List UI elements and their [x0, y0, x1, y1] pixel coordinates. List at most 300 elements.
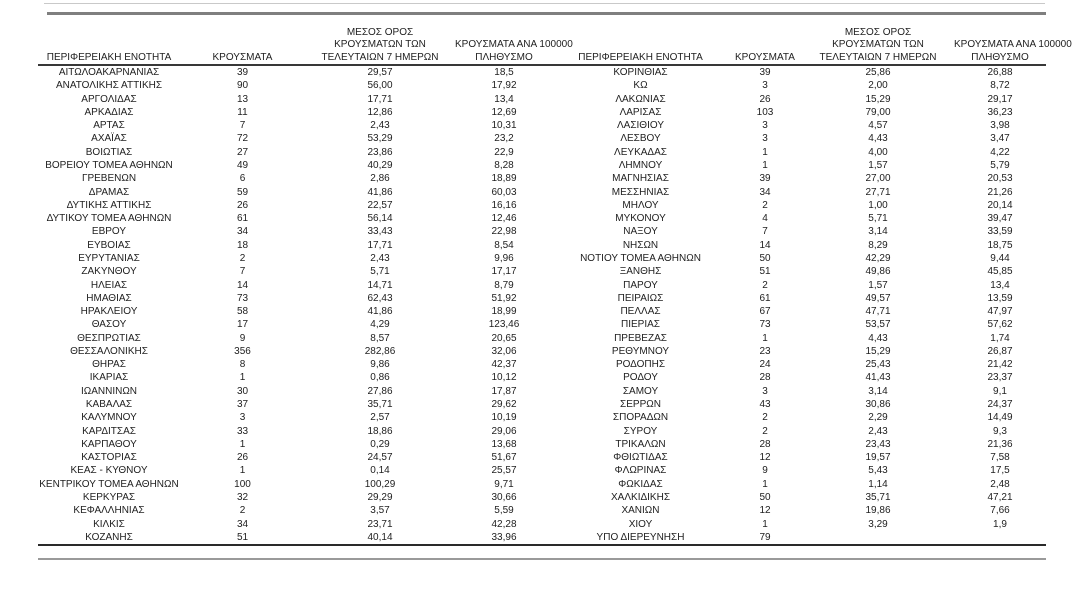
header-avg7-line: ΜΕΣΟΣ ΟΡΟΣ [844, 26, 912, 38]
cell-left-cases: 18 [236, 239, 249, 251]
cell-left-cases: 1 [239, 438, 246, 450]
cell-left-avg7: 3,57 [370, 505, 390, 517]
cell-right-avg7: 47,71 [865, 306, 891, 318]
cell-left-region: ΚΕΡΚΥΡΑΣ [82, 492, 136, 503]
cell-right-region: ΜΕΣΣΗΝΙΑΣ [611, 186, 670, 198]
cell-right-avg7: 27,00 [865, 173, 891, 185]
cell-right-avg7: 2,43 [868, 425, 888, 437]
cell-right-region: ΚΟΡΙΝΘΙΑΣ [613, 67, 668, 78]
cell-right-region: ΜΗΛΟΥ [622, 199, 659, 211]
cell-left-avg7: 0,86 [370, 372, 390, 384]
cell-right-per100k: 39,47 [987, 213, 1013, 225]
cell-right-avg7: 3,14 [868, 385, 888, 397]
cell-left-per100k: 17,92 [491, 80, 517, 92]
cell-left-per100k: 10,12 [491, 372, 517, 384]
cell-left-avg7: 5,71 [370, 266, 390, 278]
cell-right-region: ΤΡΙΚΑΛΩΝ [615, 438, 666, 450]
cell-left-cases: 3 [239, 412, 246, 424]
header-avg7-line: ΜΕΣΟΣ ΟΡΟΣ [346, 26, 414, 38]
cell-left-cases: 49 [236, 159, 249, 171]
cell-right-region: ΠΑΡΟΥ [623, 279, 658, 291]
cell-left-region: ΙΩΑΝΝΙΝΩΝ [80, 385, 138, 397]
cell-right-cases: 24 [759, 359, 771, 371]
cell-left-per100k: 30,66 [491, 492, 517, 503]
cell-right-per100k: 13,59 [987, 292, 1013, 304]
cell-left-per100k: 42,28 [491, 518, 517, 530]
table-row [38, 252, 1046, 265]
cell-left-region: ΕΥΒΟΙΑΣ [87, 239, 131, 251]
cell-right-avg7: 30,86 [865, 399, 891, 411]
cell-right-per100k: 45,85 [987, 266, 1013, 278]
cell-right-region: ΜΥΚΟΝΟΥ [615, 213, 666, 225]
cell-right-cases: 1 [762, 332, 768, 344]
cell-left-cases: 90 [236, 80, 249, 92]
header-region-right: ΠΕΡΙΦΕΡΕΙΑΚΗ ΕΝΟΤΗΤΑ [553, 15, 728, 65]
table-row [38, 411, 1046, 424]
cell-right-per100k: 21,26 [987, 186, 1013, 198]
cell-left-avg7: 0,14 [370, 465, 390, 477]
header-avg7-line: ΤΕΛΕΥΤΑΙΩΝ 7 ΗΜΕΡΩΝ [819, 51, 937, 63]
cell-left-region: ΕΒΡΟΥ [91, 226, 127, 238]
cell-left-per100k: 8,54 [494, 239, 514, 251]
cell-left-region: ΚΕΑΣ - ΚΥΘΝΟΥ [70, 465, 148, 477]
cell-right-per100k: 20,53 [987, 173, 1013, 185]
cell-right-per100k: 4,22 [990, 146, 1010, 158]
cell-right-per100k: 2,48 [990, 478, 1010, 490]
cell-right-avg7: 49,86 [865, 266, 891, 278]
cell-left-region: ΑΧΑΪΑΣ [91, 133, 127, 145]
header-avg7-line: ΤΕΛΕΥΤΑΙΩΝ 7 ΗΜΕΡΩΝ [321, 51, 439, 63]
cell-left-avg7: 4,29 [370, 319, 390, 331]
cell-left-avg7: 27,86 [367, 385, 393, 397]
cell-left-cases: 356 [234, 345, 251, 357]
cell-right-per100k: 26,88 [987, 67, 1013, 78]
table-row [38, 464, 1046, 477]
table-row [38, 292, 1046, 305]
table-row [38, 385, 1046, 398]
cell-right-cases: 1 [762, 518, 768, 530]
cell-right-region: ΛΗΜΝΟΥ [618, 159, 663, 171]
cell-right-region: ΦΩΚΙΔΑΣ [618, 478, 663, 490]
table-row [38, 531, 1046, 545]
cell-right-region: ΛΕΣΒΟΥ [620, 133, 661, 145]
cell-left-avg7: 282,86 [364, 345, 396, 357]
cell-right-per100k: 36,23 [987, 106, 1013, 118]
cell-left-cases: 11 [237, 106, 248, 118]
cell-left-cases: 34 [236, 518, 249, 530]
header-cases-right: ΚΡΟΥΣΜΑΤΑ [728, 15, 802, 65]
cell-right-avg7 [802, 531, 954, 545]
header-per100k-line: ΚΡΟΥΣΜΑΤΑ ΑΝΑ 100000 [954, 39, 1072, 51]
cell-left-cases: 8 [239, 359, 246, 371]
table-body [38, 65, 1046, 545]
table-row [38, 398, 1046, 411]
cell-right-avg7: 1,14 [868, 478, 888, 490]
cell-left-region: ΒΟΡΕΙΟΥ ΤΟΜΕΑ ΑΘΗΝΩΝ [45, 159, 173, 171]
cell-right-avg7: 4,00 [868, 146, 888, 158]
cell-right-cases: 2 [762, 199, 768, 211]
cell-left-avg7: 24,57 [367, 452, 393, 464]
table-row [38, 265, 1046, 278]
table-row [38, 159, 1046, 172]
cell-left-region: ΚΑΡΠΑΘΟΥ [81, 438, 137, 450]
cell-left-avg7: 2,57 [370, 412, 390, 424]
cell-right-region: ΛΑΣΙΘΙΟΥ [617, 120, 664, 132]
header-row [38, 15, 1046, 65]
cell-left-region: ΔΥΤΙΚΗΣ ΑΤΤΙΚΗΣ [66, 199, 152, 211]
cell-right-cases: 79 [759, 531, 771, 543]
cell-right-region: ΠΙΕΡΙΑΣ [621, 319, 660, 331]
cell-left-region: ΔΡΑΜΑΣ [88, 186, 130, 198]
cell-right-avg7: 27,71 [865, 186, 891, 198]
header-cases-left: ΚΡΟΥΣΜΑΤΑ [180, 15, 305, 65]
cell-right-region: ΣΑΜΟΥ [622, 385, 659, 397]
cases-by-region-table [38, 15, 1072, 546]
cell-left-per100k: 18,89 [491, 173, 517, 185]
cell-left-per100k: 51,92 [491, 292, 517, 304]
table-row [38, 225, 1046, 238]
header-avg7-line: ΚΡΟΥΣΜΑΤΩΝ ΤΩΝ [832, 39, 924, 51]
cell-right-region: ΥΠΟ ΔΙΕΡΕΥΝΗΣΗ [596, 531, 685, 543]
cell-right-avg7: 4,43 [868, 332, 888, 344]
cell-left-per100k: 17,87 [491, 385, 517, 397]
cell-right-cases: 14 [759, 239, 771, 251]
cell-left-per100k: 22,9 [494, 146, 514, 158]
cell-right-region: ΦΛΩΡΙΝΑΣ [614, 465, 667, 477]
table-row [38, 146, 1046, 159]
cell-right-per100k: 1,9 [993, 518, 1007, 530]
cell-left-per100k: 16,16 [491, 199, 517, 211]
cell-right-region: ΜΑΓΝΗΣΙΑΣ [612, 173, 669, 185]
cell-right-cases: 67 [759, 306, 771, 318]
cell-right-region: ΧΑΛΚΙΔΙΚΗΣ [611, 492, 670, 503]
cell-right-avg7: 4,43 [868, 133, 888, 145]
cell-left-cases: 37 [236, 399, 249, 411]
cell-right-per100k: 3,47 [990, 133, 1010, 145]
table-row [38, 186, 1046, 199]
cell-right-per100k: 33,59 [987, 226, 1013, 238]
cell-right-avg7: 1,00 [868, 199, 888, 211]
cell-left-cases: 2 [239, 252, 246, 264]
cell-right-cases: 4 [762, 213, 768, 225]
table-row [38, 425, 1046, 438]
cell-right-avg7: 15,29 [865, 93, 891, 105]
table-row [38, 451, 1046, 464]
cell-right-avg7: 3,14 [868, 226, 888, 238]
cell-right-cases: 23 [759, 345, 771, 357]
cell-right-cases: 28 [759, 372, 771, 384]
table-row [38, 106, 1046, 119]
cell-left-region: ΘΗΡΑΣ [92, 359, 126, 371]
cell-left-per100k: 13,4 [494, 93, 514, 105]
cell-right-region: ΡΟΔΟΠΗΣ [615, 359, 666, 371]
cell-left-avg7: 29,57 [367, 67, 393, 78]
cell-left-cases: 14 [236, 279, 249, 291]
cell-right-avg7: 4,57 [868, 120, 888, 132]
table-row [38, 478, 1046, 491]
cell-left-region: ΚΑΣΤΟΡΙΑΣ [81, 452, 137, 464]
cell-left-cases: 27 [236, 146, 249, 158]
table-row [38, 79, 1046, 92]
cell-right-per100k: 1,74 [990, 332, 1010, 344]
cell-right-avg7: 23,43 [865, 438, 891, 450]
table-row [38, 332, 1046, 345]
cell-left-region: ΘΕΣΣΑΛΟΝΙΚΗΣ [70, 345, 148, 357]
cell-left-per100k: 17,17 [491, 266, 517, 278]
cell-right-cases: 26 [759, 93, 771, 105]
cell-left-per100k: 13,68 [491, 438, 517, 450]
cell-left-cases: 73 [236, 292, 249, 304]
cell-right-cases: 50 [759, 252, 771, 264]
cell-right-region: ΣΥΡΟΥ [623, 425, 658, 437]
cell-left-avg7: 41,86 [367, 306, 393, 318]
cell-right-region: ΣΕΡΡΩΝ [620, 399, 661, 411]
cell-left-avg7: 35,71 [367, 399, 393, 411]
cell-left-per100k: 32,06 [491, 345, 517, 357]
cell-right-avg7: 2,00 [868, 80, 888, 92]
cell-right-cases: 3 [762, 120, 768, 132]
cell-right-per100k: 9,1 [993, 385, 1007, 397]
header-per100k-line: ΚΡΟΥΣΜΑΤΑ ΑΝΑ 100000 [455, 39, 573, 51]
cell-left-avg7: 56,00 [367, 80, 393, 92]
cell-left-per100k: 8,28 [494, 159, 514, 171]
cell-right-cases: 61 [759, 292, 771, 304]
cell-left-avg7: 8,57 [370, 332, 390, 344]
cell-right-cases: 1 [762, 159, 768, 171]
cell-right-cases: 7 [762, 226, 768, 238]
cell-left-region: ΖΑΚΥΝΘΟΥ [81, 266, 137, 278]
cell-left-avg7: 29,29 [367, 492, 393, 503]
cell-right-region: ΦΘΙΩΤΙΔΑΣ [613, 452, 668, 464]
table-row [38, 358, 1046, 371]
cell-left-avg7: 23,71 [367, 518, 393, 530]
cell-left-per100k: 60,03 [491, 186, 517, 198]
cell-right-cases: 1 [762, 478, 768, 490]
cell-left-cases: 2 [239, 505, 246, 517]
cell-left-avg7: 14,71 [367, 279, 393, 291]
cell-right-per100k: 14,49 [987, 412, 1013, 424]
cell-left-per100k: 18,5 [494, 67, 514, 78]
cell-left-avg7: 100,29 [364, 478, 396, 490]
cell-left-cases: 34 [236, 226, 249, 238]
cell-right-avg7: 2,29 [868, 412, 888, 424]
cell-left-per100k: 5,59 [494, 505, 514, 517]
cell-right-avg7: 19,57 [865, 452, 891, 464]
table-row [38, 119, 1046, 132]
table-row [38, 345, 1046, 358]
cell-right-region: ΡΕΘΥΜΝΟΥ [611, 345, 670, 357]
cell-left-cases: 1 [239, 465, 246, 477]
cell-left-avg7: 2,43 [370, 120, 390, 132]
cell-left-region: ΚΑΛΥΜΝΟΥ [81, 412, 137, 424]
cell-right-cases: 34 [759, 186, 771, 198]
cell-right-cases: 2 [762, 412, 768, 424]
cell-right-avg7: 25,86 [865, 67, 891, 78]
header-per100k-line: ΠΛΗΘΥΣΜΟ [971, 51, 1029, 63]
cell-right-avg7: 5,43 [868, 465, 888, 477]
cell-right-cases: 103 [756, 106, 774, 118]
cell-left-cases: 51 [236, 531, 249, 543]
cell-right-region: ΝΗΣΩΝ [622, 239, 659, 251]
cell-left-region: ΘΑΣΟΥ [91, 319, 127, 331]
cell-left-region: ΑΡΓΟΛΙΔΑΣ [81, 93, 137, 105]
cell-left-per100k: 10,19 [491, 412, 517, 424]
cell-left-cases: 13 [236, 93, 249, 105]
cell-left-cases: 39 [236, 67, 249, 78]
cell-right-avg7: 25,43 [865, 359, 891, 371]
cell-left-region: ΚΑΒΑΛΑΣ [85, 399, 133, 411]
cell-left-region: ΑΙΤΩΛΟΑΚΑΡΝΑΝΙΑΣ [58, 67, 160, 78]
cell-right-region: ΛΑΚΩΝΙΑΣ [615, 93, 666, 105]
cell-right-per100k: 9,44 [990, 252, 1010, 264]
cell-right-cases: 51 [759, 266, 771, 278]
cell-right-avg7: 19,86 [865, 505, 891, 517]
cell-left-avg7: 0,29 [370, 438, 390, 450]
cell-right-per100k: 9,3 [993, 425, 1007, 437]
cell-right-avg7: 49,57 [865, 292, 891, 304]
cell-left-per100k: 10,31 [491, 120, 517, 132]
cell-right-region: ΛΑΡΙΣΑΣ [619, 106, 662, 118]
cell-left-region: ΚΑΡΔΙΤΣΑΣ [82, 425, 136, 437]
cell-right-cases: 9 [762, 465, 768, 477]
cell-left-region: ΘΕΣΠΡΩΤΙΑΣ [77, 332, 141, 344]
table-row [38, 93, 1046, 106]
cell-right-per100k: 13,4 [990, 279, 1010, 291]
cell-right-cases: 3 [762, 80, 768, 92]
cell-left-cases: 72 [236, 133, 249, 145]
table-row [38, 65, 1046, 79]
cell-right-cases: 2 [762, 279, 768, 291]
cell-right-cases: 12 [759, 452, 771, 464]
cell-right-avg7: 1,57 [868, 159, 888, 171]
cell-left-cases: 1 [239, 372, 246, 384]
cell-left-per100k: 8,79 [494, 279, 514, 291]
table-row [38, 318, 1046, 331]
header-avg7-line: ΚΡΟΥΣΜΑΤΩΝ ΤΩΝ [334, 39, 426, 51]
cell-right-per100k: 7,58 [990, 452, 1010, 464]
table-row [38, 438, 1046, 451]
cell-right-per100k: 18,75 [987, 239, 1013, 251]
cell-right-per100k: 17,5 [990, 465, 1010, 477]
cell-left-per100k: 9,71 [494, 478, 514, 490]
cell-left-avg7: 41,86 [367, 186, 393, 198]
cell-right-region: ΝΟΤΙΟΥ ΤΟΜΕΑ ΑΘΗΝΩΝ [580, 252, 701, 264]
table-row [38, 371, 1046, 384]
cell-left-avg7: 18,86 [367, 425, 393, 437]
cell-left-region: ΗΜΑΘΙΑΣ [86, 292, 132, 304]
cell-left-region: ΑΡΚΑΔΙΑΣ [84, 106, 134, 118]
cell-right-region: ΣΠΟΡΑΔΩΝ [612, 412, 669, 424]
cell-left-avg7: 2,86 [370, 173, 390, 185]
cell-right-per100k: 57,62 [987, 319, 1013, 331]
cell-left-region: ΗΡΑΚΛΕΙΟΥ [80, 306, 138, 318]
cell-left-avg7: 17,71 [367, 93, 393, 105]
cell-right-region: ΡΟΔΟΥ [623, 372, 658, 384]
header-avg7-left [305, 15, 455, 65]
cell-left-region: ΒΟΙΩΤΙΑΣ [85, 146, 133, 158]
table-row [38, 305, 1046, 318]
cell-right-region: ΞΑΝΘΗΣ [619, 266, 662, 278]
cell-left-per100k: 9,96 [494, 252, 514, 264]
cell-left-per100k: 29,62 [491, 399, 517, 411]
cell-left-avg7: 2,43 [370, 252, 390, 264]
table-header [38, 15, 1072, 65]
header-avg7-right [802, 15, 954, 65]
cell-right-region: ΧΑΝΙΩΝ [621, 505, 660, 517]
cell-right-per100k: 24,37 [987, 399, 1013, 411]
cell-right-region: ΚΩ [633, 80, 648, 92]
table-row [38, 199, 1046, 212]
table-row [38, 491, 1046, 504]
cell-right-per100k: 29,17 [987, 93, 1013, 105]
cell-right-avg7: 35,71 [865, 492, 891, 503]
cell-left-per100k: 29,06 [491, 425, 517, 437]
cell-left-region: ΚΟΖΑΝΗΣ [85, 531, 133, 543]
table-row [38, 212, 1046, 225]
cell-right-avg7: 53,57 [865, 319, 891, 331]
cell-left-avg7: 9,86 [370, 359, 390, 371]
cell-right-avg7: 1,57 [868, 279, 888, 291]
cell-left-region: ΕΥΡΥΤΑΝΙΑΣ [78, 252, 140, 264]
cell-right-per100k: 20,14 [987, 199, 1013, 211]
cell-right-region: ΛΕΥΚΑΔΑΣ [614, 146, 667, 158]
cell-left-per100k: 51,67 [491, 452, 517, 464]
cell-right-avg7: 42,29 [865, 252, 891, 264]
cell-right-avg7: 8,29 [868, 239, 888, 251]
header-region-left: ΠΕΡΙΦΕΡΕΙΑΚΗ ΕΝΟΤΗΤΑ [38, 15, 180, 65]
cell-right-avg7: 15,29 [865, 345, 891, 357]
cell-left-cases: 7 [239, 266, 246, 278]
cell-left-per100k: 20,65 [491, 332, 517, 344]
cell-left-per100k: 123,46 [488, 319, 520, 331]
cell-left-cases: 26 [236, 452, 249, 464]
cell-right-avg7: 79,00 [865, 106, 891, 118]
cell-right-per100k: 8,72 [990, 80, 1010, 92]
cell-left-region: ΔΥΤΙΚΟΥ ΤΟΜΕΑ ΑΘΗΝΩΝ [46, 213, 172, 225]
cell-right-per100k: 7,66 [990, 505, 1010, 517]
cell-left-avg7: 33,43 [367, 226, 393, 238]
cell-left-per100k: 25,57 [491, 465, 517, 477]
cell-right-avg7: 3,29 [868, 518, 888, 530]
table-row [38, 239, 1046, 252]
cell-right-region: ΠΡΕΒΕΖΑΣ [614, 332, 667, 344]
cell-right-cases: 3 [762, 133, 768, 145]
cell-right-region: ΠΕΙΡΑΙΩΣ [617, 292, 664, 304]
cell-left-per100k: 12,46 [491, 213, 517, 225]
cell-left-avg7: 12,86 [367, 106, 393, 118]
cell-left-cases: 59 [236, 186, 249, 198]
cell-right-cases: 2 [762, 425, 768, 437]
table-row [38, 279, 1046, 292]
cell-right-per100k: 3,98 [990, 120, 1010, 132]
cell-left-per100k: 12,69 [491, 106, 517, 118]
cell-right-per100k: 47,97 [987, 306, 1013, 318]
header-per100k-left [455, 15, 573, 65]
cell-right-per100k: 26,87 [987, 345, 1013, 357]
cell-left-region: ΓΡΕΒΕΝΩΝ [81, 173, 137, 185]
cell-right-cases: 12 [759, 505, 771, 517]
cell-left-cases: 6 [239, 173, 246, 185]
cell-right-cases: 43 [759, 399, 771, 411]
cell-left-cases: 32 [236, 492, 249, 503]
cell-left-avg7: 22,57 [367, 199, 393, 211]
cell-left-cases: 61 [236, 213, 249, 225]
cell-right-cases: 3 [762, 385, 768, 397]
cell-left-avg7: 40,14 [367, 531, 393, 543]
cell-right-cases: 39 [759, 67, 771, 78]
cell-right-per100k: 21,42 [987, 359, 1013, 371]
cell-right-avg7: 41,43 [865, 372, 891, 384]
